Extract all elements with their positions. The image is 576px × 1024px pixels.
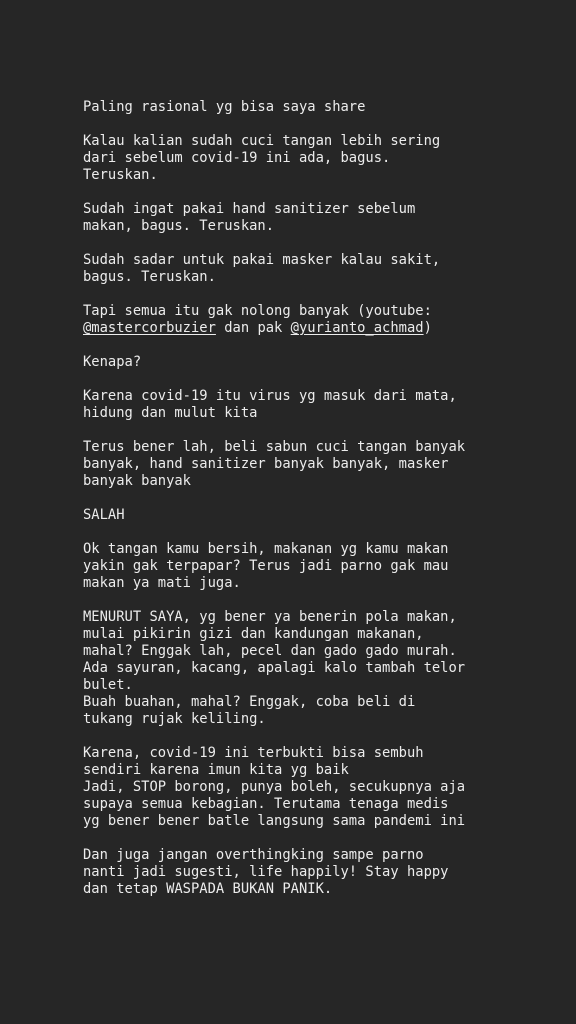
text-line: Dan juga jangan overthingking sampe parno — [83, 847, 424, 863]
paragraph-question — [83, 354, 553, 371]
text-line: banyak banyak — [83, 473, 191, 489]
text-line: Paling rasional yg bisa saya share — [83, 99, 366, 115]
paragraph-hand-sanitizer — [83, 201, 553, 235]
mention-line — [83, 320, 553, 337]
text-line: Buah buahan, mahal? Enggak, coba beli di — [83, 694, 416, 710]
text-line: tukang rujak keliling. — [83, 711, 266, 727]
paragraph-virus-entry — [83, 388, 553, 422]
text-line: bagus. Teruskan. — [83, 269, 216, 285]
paragraph-intro — [83, 99, 553, 116]
text-line: dari sebelum covid-19 ini ada, bagus. — [83, 150, 391, 166]
mention-mastercorbuzier-link[interactable]: @mastercorbuzier — [83, 320, 216, 336]
text-line: supaya semua kebagian. Terutama tenaga medis — [83, 796, 449, 812]
mention-close-paren: ) — [423, 320, 432, 336]
paragraph-youtube-reference — [83, 303, 553, 337]
mention-connector-text: dan pak — [215, 320, 291, 336]
paragraph-mask — [83, 252, 553, 286]
text-line: sendiri karena imun kita yg baik — [83, 762, 349, 778]
text-line: hidung dan mulut kita — [83, 405, 258, 421]
paragraph-closing — [83, 847, 553, 898]
text-line: Ok tangan kamu bersih, makanan yg kamu makan — [83, 541, 449, 557]
text-line: MENURUT SAYA, yg bener ya benerin pola makan, — [83, 609, 457, 625]
mention-yurianto-achmad-link[interactable]: @yurianto_achmad — [290, 320, 424, 336]
text-line: yg bener bener batle langsung sama pandemi ini — [83, 813, 466, 829]
text-line: mahal? Enggak lah, pecel dan gado gado murah. — [83, 643, 457, 659]
text-line: Kenapa? — [83, 354, 142, 370]
text-line: Karena covid-19 itu virus yg masuk dari mata, — [83, 388, 457, 404]
text-line: Sudah ingat pakai hand sanitizer sebelum — [83, 201, 416, 217]
text-line: Ada sayuran, kacang, apalagi kalo tambah telor — [83, 660, 466, 676]
text-line: yakin gak terpapar? Terus jadi parno gak mau — [83, 558, 449, 574]
paragraph-diet — [83, 609, 553, 728]
paragraph-clean-hands — [83, 541, 553, 592]
paragraph-panic-buying — [83, 439, 553, 490]
text-line: mulai pikirin gizi dan kandungan makanan, — [83, 626, 424, 642]
text-line: bulet. — [83, 677, 133, 693]
paragraph-immunity — [83, 745, 553, 830]
text-line: Jadi, STOP borong, punya boleh, secukupnya aja — [83, 779, 466, 795]
text-line: Tapi semua itu gak nolong banyak (youtube: — [83, 303, 432, 319]
text-line: nanti jadi sugesti, life happily! Stay happy — [83, 864, 449, 880]
paragraph-wrong — [83, 507, 553, 524]
text-line: Terus bener lah, beli sabun cuci tangan banyak — [83, 439, 466, 455]
text-line: dan tetap WASPADA BUKAN PANIK. — [83, 881, 333, 897]
story-text-block — [83, 99, 553, 915]
text-line: makan, bagus. Teruskan. — [83, 218, 275, 234]
paragraph-wash-hands — [83, 133, 553, 184]
text-line: SALAH — [83, 507, 125, 523]
text-line: Karena, covid-19 ini terbukti bisa sembuh — [83, 745, 424, 761]
text-line: Kalau kalian sudah cuci tangan lebih sering — [83, 133, 441, 149]
text-line: Teruskan. — [83, 167, 158, 183]
text-line: makan ya mati juga. — [83, 575, 241, 591]
text-line: Sudah sadar untuk pakai masker kalau sakit, — [83, 252, 441, 268]
text-line: banyak, hand sanitizer banyak banyak, masker — [83, 456, 449, 472]
